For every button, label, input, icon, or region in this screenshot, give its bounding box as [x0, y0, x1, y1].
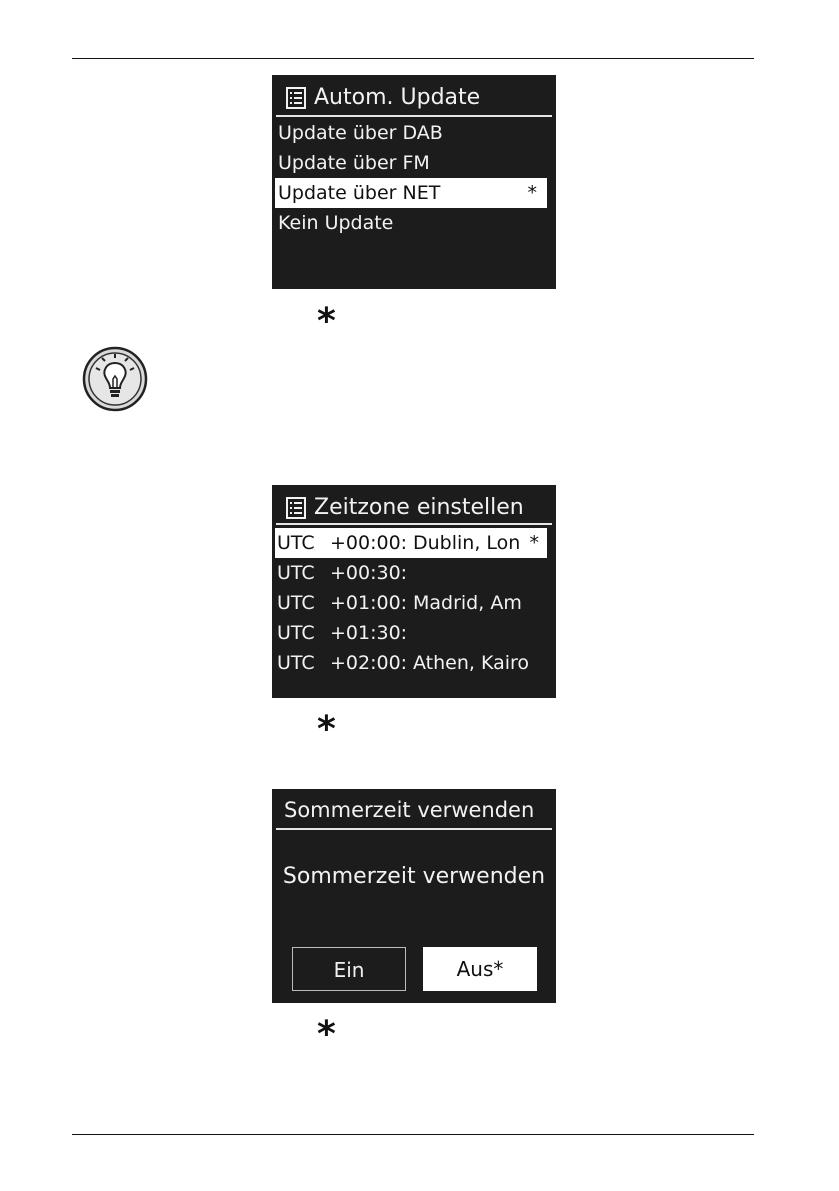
header-rule	[72, 58, 754, 59]
title-divider	[276, 115, 552, 117]
menu-item-label: Update über DAB	[278, 122, 443, 144]
timezone-screen-header	[286, 493, 524, 523]
menu-item-label: Update über NET	[278, 182, 441, 204]
title-divider	[276, 523, 552, 525]
list-menu-icon	[286, 497, 306, 519]
update-screen	[272, 75, 556, 289]
timezone-city: Dublin, Lon	[413, 532, 521, 554]
timezone-city: Madrid, Am	[413, 592, 522, 614]
utc-offset: +02:00:	[330, 652, 408, 674]
dst-screen	[272, 789, 556, 1003]
timezone-row[interactable]	[275, 648, 547, 678]
utc-label: UTC	[277, 622, 315, 644]
dst-on-button[interactable]: Ein	[292, 947, 406, 991]
asterisk-symbol: *	[317, 709, 336, 750]
timezone-row[interactable]	[275, 558, 547, 588]
lightbulb-tip-icon	[82, 346, 148, 412]
menu-item-update-dab[interactable]	[275, 118, 547, 148]
timezone-screen-title: Zeitzone einstellen	[314, 495, 524, 520]
list-menu-icon	[286, 87, 306, 109]
selected-marker: *	[527, 182, 537, 204]
utc-label: UTC	[277, 592, 315, 614]
title-divider	[276, 828, 552, 830]
menu-item-label: Kein Update	[278, 212, 394, 234]
utc-offset: +00:30:	[330, 562, 408, 584]
timezone-row[interactable]	[275, 528, 547, 558]
utc-label: UTC	[277, 652, 315, 674]
utc-label: UTC	[277, 532, 315, 554]
utc-offset: +01:00:	[330, 592, 408, 614]
asterisk-symbol: *	[317, 301, 336, 342]
update-screen-header	[286, 83, 480, 113]
footer-rule	[72, 1134, 754, 1135]
timezone-screen	[272, 485, 556, 698]
dst-off-button[interactable]: Aus*	[423, 947, 537, 991]
update-screen-title: Autom. Update	[314, 85, 481, 110]
utc-offset: +01:30:	[330, 622, 408, 644]
dst-screen-title: Sommerzeit verwenden	[284, 798, 535, 822]
menu-item-update-fm[interactable]	[275, 148, 547, 178]
menu-item-update-net[interactable]	[275, 178, 547, 208]
timezone-row[interactable]	[275, 588, 547, 618]
asterisk-symbol: *	[317, 1014, 336, 1055]
timezone-city: Athen, Kairo	[413, 652, 530, 674]
utc-offset: +00:00:	[330, 532, 408, 554]
dst-prompt-text: Sommerzeit verwenden	[282, 864, 546, 889]
menu-item-label: Update über FM	[278, 152, 430, 174]
timezone-row[interactable]	[275, 618, 547, 648]
utc-label: UTC	[277, 562, 315, 584]
menu-item-no-update[interactable]	[275, 208, 547, 238]
selected-marker: *	[529, 532, 539, 554]
